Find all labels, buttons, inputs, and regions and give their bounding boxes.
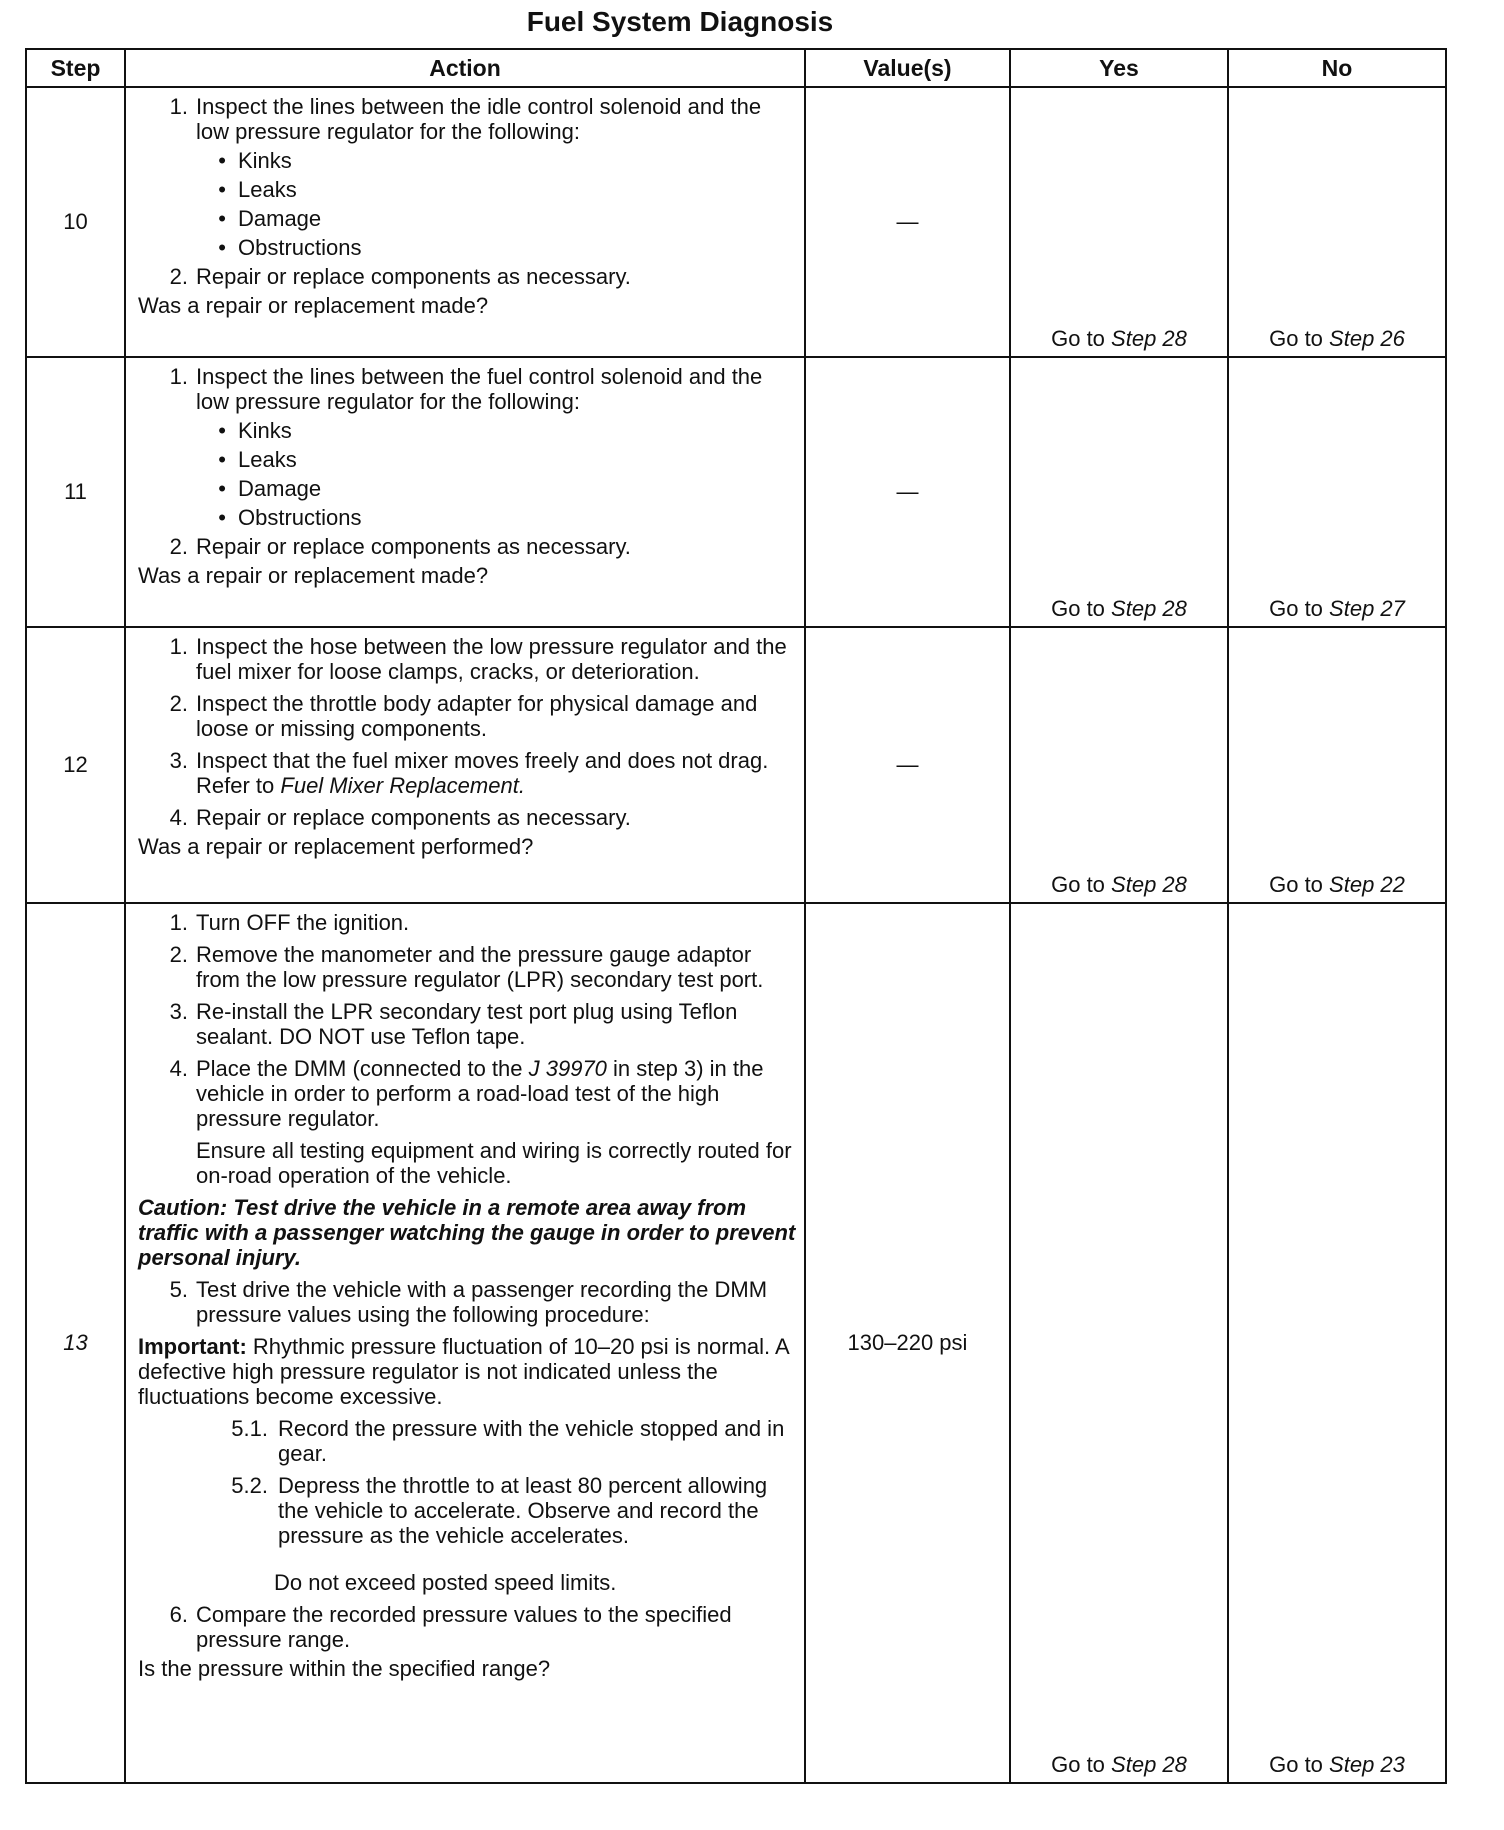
table-row xyxy=(26,903,1446,1783)
item-text: Re-install the LPR secondary test port plug using Teflon sealant. DO NOT use Teflon tape. xyxy=(196,999,738,1049)
question: Was a repair or replacement performed? xyxy=(138,834,534,859)
header-values: Value(s) xyxy=(805,49,1010,87)
yes-cell xyxy=(1010,87,1228,357)
action-cell: 1. Inspect the lines between the fuel control solenoid and the low pressure regulator for the following: • Kinks • Leaks • Damage • Obstructions 2. Repair or replace components as necessary. Was a repair or replacement made? xyxy=(125,357,805,627)
speed-note: Do not exceed posted speed limits. xyxy=(274,1570,617,1595)
item-text: Repair or replace components as necessary. xyxy=(196,805,631,830)
item-number: 5. xyxy=(169,1277,188,1302)
bullet-item: Damage xyxy=(238,206,322,231)
subitem-number: 5.2. xyxy=(231,1473,268,1498)
item-text: Remove the manometer and the pressure gauge adaptor from the low pressure regulator (LPR) secondary test port. xyxy=(196,942,764,992)
goto-step-link[interactable]: Step 28 xyxy=(1111,872,1187,897)
step-number-text: 13 xyxy=(63,1330,88,1355)
item-text: Inspect the throttle body adapter for physical damage and loose or missing components. xyxy=(196,691,758,741)
header-step: Step xyxy=(26,49,125,87)
important-label: Important: xyxy=(138,1334,247,1359)
value-cell: 130–220 psi xyxy=(805,903,1010,1783)
item-number: 4. xyxy=(169,1056,188,1081)
item-note: Ensure all testing equipment and wiring is correctly routed for on-road operation of the vehicle. xyxy=(196,1138,792,1188)
bullet-item: Leaks xyxy=(238,447,297,472)
no-cell xyxy=(1228,357,1446,627)
item-number: 2. xyxy=(169,691,188,716)
header-action: Action xyxy=(125,49,805,87)
item-number: 2. xyxy=(169,534,188,559)
item-text: Inspect that the fuel mixer moves freely and does not drag. Refer to xyxy=(196,748,769,798)
bullet-item: Obstructions xyxy=(238,235,362,260)
caution-note: Caution: Test drive the vehicle in a remote area away from traffic with a passenger watching the gauge in order to prevent personal injury. xyxy=(138,1195,796,1270)
bullet-item: Kinks xyxy=(238,418,292,443)
yes-cell xyxy=(1010,627,1228,903)
yes-cell xyxy=(1010,357,1228,627)
header-yes: Yes xyxy=(1010,49,1228,87)
table-row xyxy=(26,627,1446,903)
subitem-text: Depress the throttle to at least 80 percent allowing the vehicle to accelerate. Observe and record the pressure as the vehicle accelerates. xyxy=(278,1473,768,1548)
item-number: 3. xyxy=(169,748,188,773)
goto-prefix: Go to xyxy=(1051,1752,1105,1777)
question: Was a repair or replacement made? xyxy=(138,563,489,588)
item-text: Inspect the hose between the low pressure regulator and the fuel mixer for loose clamps, cracks, or deterioration. xyxy=(196,634,787,684)
item-number: 1. xyxy=(169,634,188,659)
item-text: Inspect the lines between the idle control solenoid and the low pressure regulator for the following: xyxy=(196,94,762,144)
goto-step-link[interactable]: Step 28 xyxy=(1111,596,1187,621)
goto-step-link[interactable]: Step 28 xyxy=(1111,1752,1187,1777)
step-number: 11 xyxy=(26,357,125,627)
step-number: 12 xyxy=(26,627,125,903)
action-cell xyxy=(125,627,805,903)
goto-prefix: Go to xyxy=(1269,596,1323,621)
reference-link[interactable]: Fuel Mixer Replacement. xyxy=(280,773,525,798)
item-text: Compare the recorded pressure values to the specified pressure range. xyxy=(196,1602,732,1652)
action-cell: 1. Inspect the lines between the idle control solenoid and the low pressure regulator for the following: • Kinks • Leaks • Damage • Obstructions 2. Repair or replace components as necessary. Was a repair or replacement made? xyxy=(125,87,805,357)
item-number: 6. xyxy=(169,1602,188,1627)
no-cell xyxy=(1228,87,1446,357)
item-text: in step 3) in the vehicle in order to perform a road-load test of the high pressure regulator. xyxy=(196,1056,764,1131)
important-note xyxy=(138,1334,796,1409)
item-text: Inspect the lines between the fuel control solenoid and the low pressure regulator for the following: xyxy=(196,364,763,414)
step-number: 10 xyxy=(26,87,125,357)
yes-cell xyxy=(1010,903,1228,1783)
item-text: Turn OFF the ignition. xyxy=(196,910,410,935)
value-cell: — xyxy=(805,357,1010,627)
goto-prefix: Go to xyxy=(1051,326,1105,351)
bullet-item: Damage xyxy=(238,476,322,501)
diagnosis-table xyxy=(25,48,1447,1784)
action-cell xyxy=(125,903,805,1783)
goto-step-link[interactable]: Step 27 xyxy=(1329,596,1405,621)
item-number: 2. xyxy=(169,942,188,967)
item-text: Test drive the vehicle with a passenger recording the DMM pressure values using the following procedure: xyxy=(196,1277,768,1327)
table-row xyxy=(26,357,1446,627)
item-number: 1. xyxy=(169,910,188,935)
tool-reference: J 39970 xyxy=(528,1056,607,1081)
bullet-item: Obstructions xyxy=(238,505,362,530)
question: Is the pressure within the specified range? xyxy=(138,1656,551,1681)
subitem-number: 5.1. xyxy=(231,1416,268,1441)
question: Was a repair or replacement made? xyxy=(138,293,489,318)
goto-prefix: Go to xyxy=(1269,872,1323,897)
item-number: 3. xyxy=(169,999,188,1024)
important-text: Rhythmic pressure fluctuation of 10–20 psi is normal. A defective high pressure regulator is not indicated unless the fluctuations become excessive. xyxy=(138,1334,789,1409)
goto-prefix: Go to xyxy=(1051,596,1105,621)
item-text: Repair or replace components as necessary. xyxy=(196,534,631,559)
goto-prefix: Go to xyxy=(1051,872,1105,897)
step-number xyxy=(26,903,125,1783)
header-row xyxy=(26,49,1446,87)
goto-step-link[interactable]: Step 23 xyxy=(1329,1752,1405,1777)
value-cell: — xyxy=(805,627,1010,903)
no-cell xyxy=(1228,903,1446,1783)
header-no: No xyxy=(1228,49,1446,87)
goto-step-link[interactable]: Step 22 xyxy=(1329,872,1405,897)
table-row xyxy=(26,87,1446,357)
item-number: 1. xyxy=(169,94,188,119)
goto-prefix: Go to xyxy=(1269,1752,1323,1777)
page-title: Fuel System Diagnosis xyxy=(526,6,834,37)
bullet-item: Leaks xyxy=(238,177,297,202)
no-cell xyxy=(1228,627,1446,903)
goto-prefix: Go to xyxy=(1269,326,1323,351)
value-cell: — xyxy=(805,87,1010,357)
item-number: 4. xyxy=(169,805,188,830)
item-number: 2. xyxy=(169,264,188,289)
goto-step-link[interactable]: Step 28 xyxy=(1111,326,1187,351)
item-text: Repair or replace components as necessary. xyxy=(196,264,631,289)
goto-step-link[interactable]: Step 26 xyxy=(1329,326,1405,351)
item-number: 1. xyxy=(169,364,188,389)
bullet-item: Kinks xyxy=(238,148,292,173)
item-text: Place the DMM (connected to the xyxy=(196,1056,523,1081)
subitem-text: Record the pressure with the vehicle stopped and in gear. xyxy=(278,1416,785,1466)
